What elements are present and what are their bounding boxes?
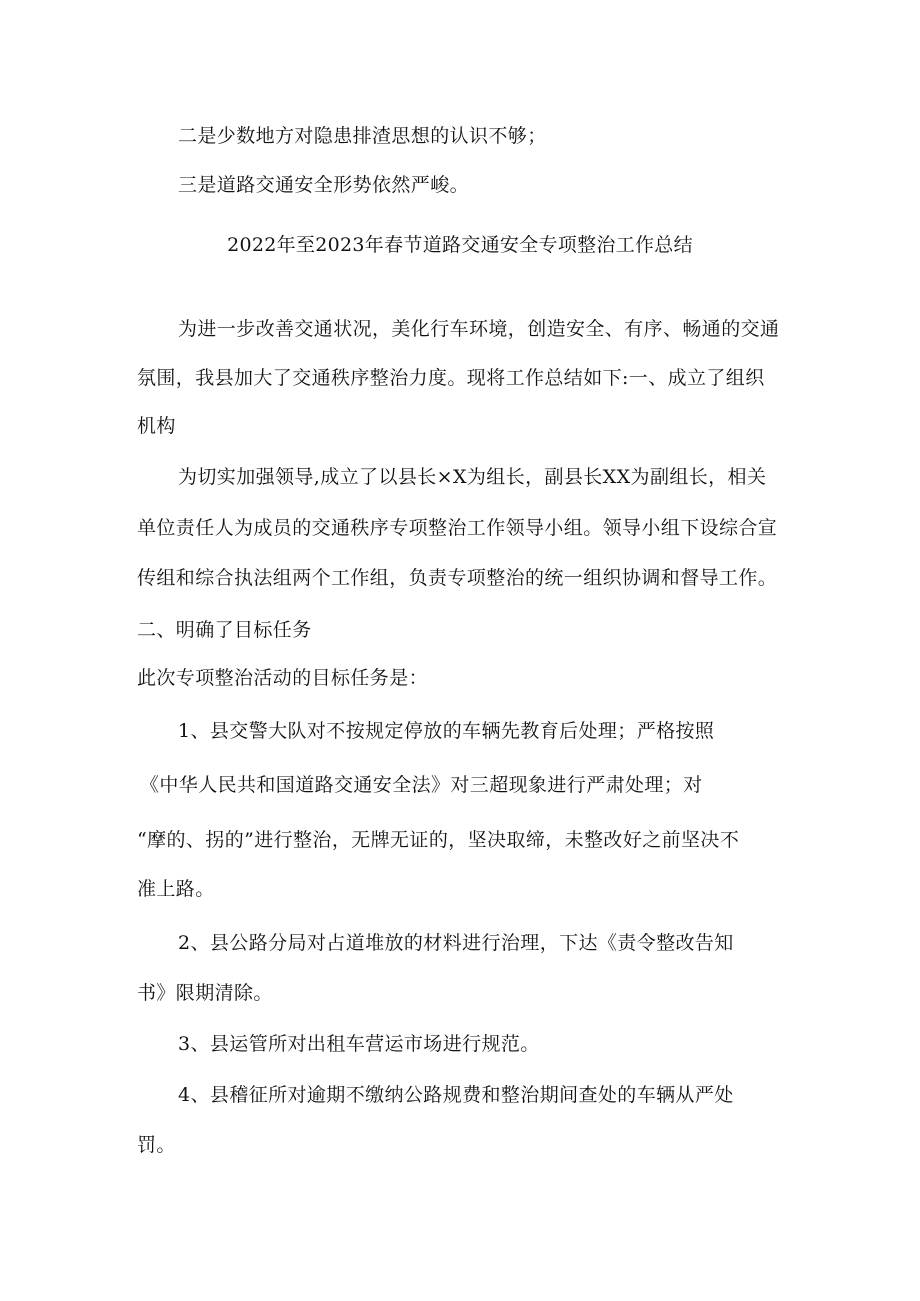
list-item-line: “摩的、拐的”进行整治，无牌无证的，坚决取缔，未整改好之前坚决不 [137, 829, 740, 851]
section-heading: 二、明确了目标任务 [137, 619, 312, 641]
document-title: 2022年至2023年春节道路交通安全专项整治工作总结 [227, 234, 693, 256]
list-item-line: 罚。 [137, 1134, 176, 1156]
list-item-line: 2、县公路分局对占道堆放的材料进行治理，下达《责令整改告知 [178, 932, 734, 954]
text-line: 单位责任人为成员的交通秩序专项整治工作领导小组。领导小组下设综合宣 [137, 517, 778, 539]
text-line: 二是少数地方对隐患排渣思想的认识不够； [178, 125, 547, 147]
list-item-line: 1、县交警大队对不按规定停放的车辆先教育后处理；严格按照 [178, 720, 715, 742]
list-item-line: 准上路。 [137, 878, 215, 900]
text-line: 氛围，我县加大了交通秩序整治力度。现将工作总结如下:一、成立了组织 [137, 367, 765, 389]
text-line: 此次专项整治活动的目标任务是： [137, 667, 429, 689]
text-line: 机构 [137, 415, 176, 437]
list-item-line: 4、县稽征所对逾期不缴纳公路规费和整治期间查处的车辆从严处 [178, 1084, 734, 1106]
text-line: 三是道路交通安全形势依然严峻。 [178, 174, 470, 196]
list-item-line: 《中华人民共和国道路交通安全法》对三超现象进行严肃处理；对 [140, 774, 703, 796]
text-line: 传组和综合执法组两个工作组，负责专项整治的统一组织协调和督导工作。 [137, 567, 778, 589]
text-line: 为切实加强领导,成立了以县长×X为组长，副县长XX为副组长，相关 [178, 466, 767, 488]
list-item-line: 书》限期清除。 [137, 982, 273, 1004]
list-item-line: 3、县运管所对出租车营运市场进行规范。 [178, 1033, 540, 1055]
text-line: 为进一步改善交通状况，美化行车环境，创造安全、有序、畅通的交通 [178, 318, 780, 340]
